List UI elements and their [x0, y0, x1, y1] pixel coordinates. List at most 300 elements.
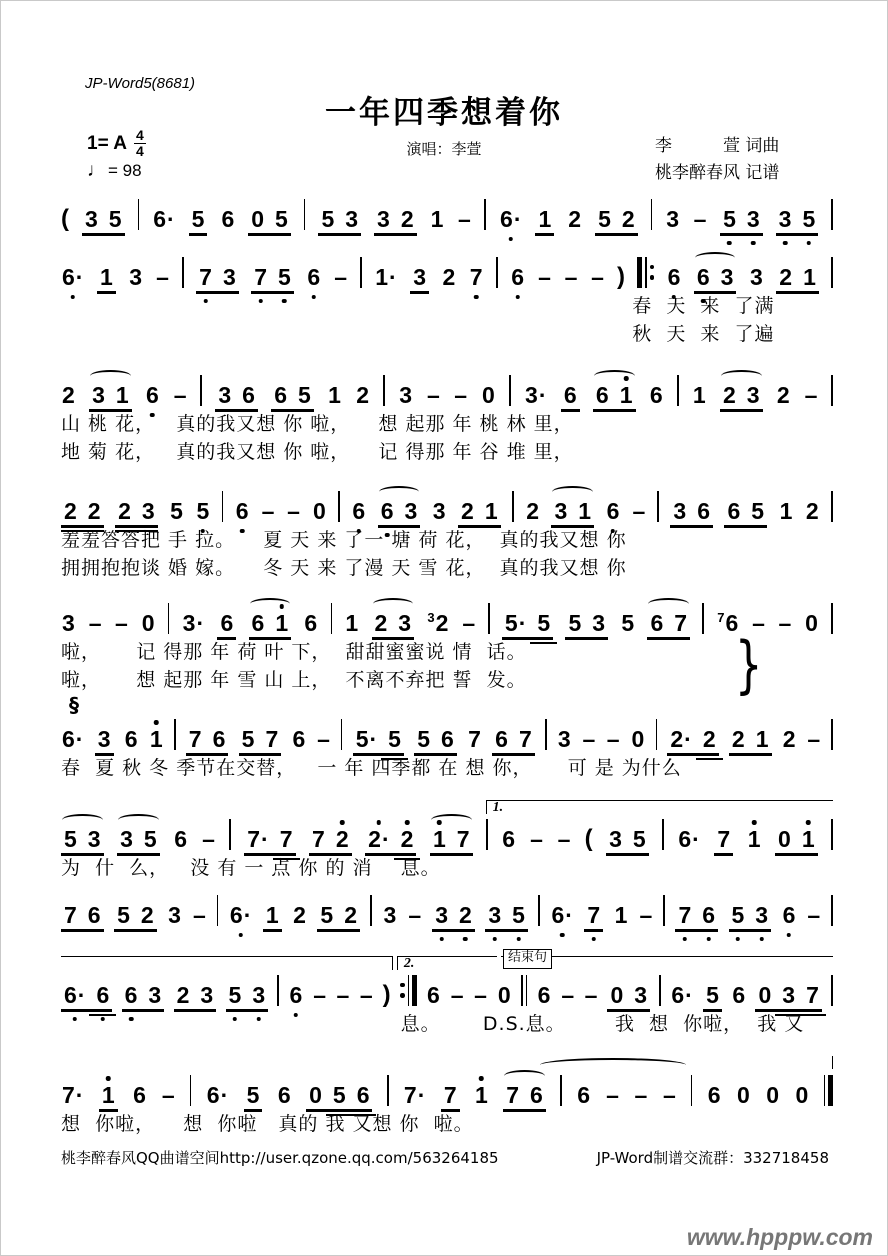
note: 6 — [441, 726, 454, 752]
notation-line — [61, 255, 833, 289]
parenthesis: ( — [61, 205, 69, 232]
duration-dash: – — [458, 206, 471, 232]
lyrics-line: 啦， 想 起那 年 雪 山 上， 不离不弃把 誓 发。 — [61, 669, 527, 691]
note: 1· — [375, 264, 397, 290]
lyrics-line: 山 桃 花， 真的我又想 你 啦， 想 起那 年 桃 林 里， — [61, 413, 574, 435]
note: 6 — [87, 902, 101, 928]
eighth-beam — [244, 1109, 263, 1111]
parenthesis: ) — [382, 981, 391, 1008]
note: 5 — [143, 826, 157, 852]
note: 6 — [696, 266, 711, 289]
eighth-beam — [703, 1009, 722, 1011]
octave-dot-below — [736, 937, 741, 942]
segno-icon: § — [69, 693, 79, 717]
octave-dot-below — [751, 241, 756, 246]
barline-stroke — [831, 719, 833, 750]
watermark: www.hpppw.com — [686, 1224, 873, 1250]
note: 6 — [251, 610, 265, 636]
note: 5 — [598, 206, 611, 232]
barline — [831, 602, 833, 634]
beam-group — [720, 384, 763, 407]
note: 7 — [456, 826, 470, 852]
beam-group — [414, 728, 457, 751]
note: 3 — [120, 826, 133, 852]
music-system — [61, 693, 833, 779]
lyrics-line: 为 什 么， 没 有 一 点 你 的 消 息。 — [61, 857, 441, 879]
tie-arc — [379, 486, 420, 498]
note: 3 — [398, 610, 412, 636]
bracket-tick — [829, 1056, 833, 1069]
note: 2 — [782, 726, 796, 752]
eighth-beam — [309, 853, 352, 855]
note: 5 — [801, 208, 816, 231]
note: 6· — [550, 904, 573, 927]
duration-dash: – — [564, 264, 578, 290]
music-system — [61, 950, 833, 1035]
octave-dot-below — [101, 1017, 106, 1022]
note: 0 — [795, 1082, 809, 1108]
note: 3 — [129, 264, 143, 290]
barline — [217, 894, 219, 926]
duration-dash: – — [804, 382, 818, 408]
barline-stroke — [174, 719, 176, 750]
key-signature — [87, 128, 146, 160]
note: 0 — [778, 826, 791, 852]
barline — [360, 256, 362, 288]
barline-stroke — [338, 491, 340, 522]
octave-dot-below — [233, 1017, 238, 1022]
barline-stroke — [831, 895, 833, 926]
barline — [338, 490, 340, 522]
barline — [174, 718, 176, 750]
barline-stroke — [691, 1075, 693, 1106]
beam-group — [607, 984, 650, 1007]
eighth-beam — [189, 233, 208, 235]
note: 2 — [62, 382, 75, 408]
eighth-beam — [114, 929, 157, 931]
beam-group — [95, 728, 114, 751]
note: 6 — [351, 500, 366, 523]
duration-dash: – — [693, 206, 707, 232]
barline — [331, 602, 333, 634]
beam-group — [215, 384, 258, 407]
eighth-beam — [61, 1009, 112, 1011]
eighth-beam — [248, 233, 291, 235]
note: 3 — [557, 726, 571, 752]
note: 2 — [400, 206, 414, 232]
barline-stroke — [331, 603, 333, 634]
barline — [496, 256, 498, 288]
barline-stroke — [560, 1075, 562, 1106]
barline — [400, 974, 417, 1006]
duration-dash: – — [156, 264, 169, 290]
eighth-beam — [251, 291, 294, 293]
duration-dash: – — [557, 826, 571, 852]
beam-group — [729, 728, 772, 751]
beam-group — [61, 984, 112, 1007]
credit-writer: 李 萱 词曲 — [655, 136, 780, 156]
note: 2 — [335, 828, 350, 851]
note: 7 — [253, 266, 268, 289]
tempo — [87, 160, 142, 182]
duration-dash: – — [202, 826, 215, 852]
barline — [484, 198, 486, 230]
augmentation-dot: · — [381, 826, 390, 852]
music-system — [61, 1073, 833, 1135]
barline-stroke — [168, 603, 170, 634]
augmentation-dot: · — [77, 982, 86, 1008]
eighth-beam — [775, 853, 818, 855]
music-system — [61, 255, 833, 345]
eighth-beam — [502, 637, 553, 639]
barline-stroke — [831, 491, 833, 522]
note: 7· — [403, 1082, 426, 1108]
repeat-dots — [650, 265, 655, 280]
barline-stroke — [488, 603, 490, 634]
beam-group — [755, 984, 821, 1007]
eighth-beam — [378, 525, 421, 527]
note: 6 — [306, 266, 321, 289]
augmentation-dot: · — [684, 726, 692, 752]
notation-line — [61, 489, 833, 523]
note: 5 — [298, 382, 311, 408]
note: 5· — [355, 726, 378, 752]
augmentation-dot: · — [75, 264, 84, 290]
note: 6 — [174, 826, 188, 852]
note: 3 — [404, 498, 418, 524]
octave-dot-below — [727, 241, 732, 246]
note: 1 — [747, 828, 762, 851]
sixteenth-beam — [696, 758, 723, 760]
barline-stroke — [138, 199, 140, 230]
octave-dot-below — [787, 933, 792, 938]
beam-group — [458, 500, 501, 523]
tie-arc — [504, 1070, 545, 1082]
note: 6 — [288, 984, 303, 1007]
note: 5 — [191, 206, 205, 232]
barline-stroke — [387, 1075, 389, 1106]
tie-arc — [250, 598, 291, 610]
duration-dash: – — [538, 264, 551, 290]
credit-notation: 桃李醉春风 记谱 — [655, 163, 780, 183]
beam-group — [670, 500, 713, 523]
note: 1 — [115, 382, 129, 408]
barline — [190, 1074, 192, 1106]
music-system — [61, 373, 833, 463]
eighth-beam — [263, 929, 282, 931]
note: 2 — [568, 206, 582, 232]
barline — [831, 374, 833, 406]
beam-group — [776, 266, 819, 289]
note: 3 — [97, 726, 111, 752]
note: 1 — [149, 728, 164, 751]
beam-group — [776, 208, 819, 231]
tie-arc — [373, 598, 414, 610]
eighth-beam — [215, 409, 258, 411]
note: $^3$2 — [427, 610, 449, 636]
note: 6 — [95, 984, 110, 1007]
note: 3 — [634, 982, 648, 1008]
octave-dot-below — [560, 933, 565, 938]
tie-arc — [594, 370, 635, 382]
note: 5 — [246, 1082, 260, 1108]
note: 7 — [64, 902, 77, 928]
note: 3 — [754, 904, 769, 927]
note: 2· — [670, 726, 692, 752]
barline-stroke — [412, 975, 417, 1006]
barline-stroke — [190, 1075, 192, 1106]
barline-stroke — [702, 603, 704, 634]
barline — [831, 256, 833, 288]
note: 3 — [377, 206, 390, 232]
duration-dash: – — [450, 982, 464, 1008]
barline-stroke — [521, 975, 523, 1006]
barline — [831, 818, 833, 850]
lyrics-line: 息。 D.S.息。 我 想 你啦， 我 又 — [400, 1013, 805, 1035]
music-system — [61, 489, 833, 579]
beam-group — [606, 828, 649, 851]
eighth-beam — [174, 1009, 217, 1011]
note: 6· — [671, 982, 693, 1008]
note: 5 — [568, 610, 582, 636]
barline-stroke — [831, 199, 833, 230]
octave-dot-below — [70, 295, 75, 300]
augmentation-dot: · — [538, 382, 547, 408]
note: 6 — [380, 500, 395, 523]
barline — [545, 718, 547, 750]
duration-dash: – — [287, 498, 300, 524]
note: 6 — [650, 610, 664, 636]
lyrics-line: 春 天 来 了满 — [632, 295, 775, 317]
lyrics-line: 啦， 记 得那 年 荷 叶 下， 甜甜蜜蜜说 情 话。 — [61, 641, 527, 663]
barline — [182, 256, 184, 288]
barline — [200, 374, 202, 406]
sixteenth-beam — [89, 1014, 116, 1016]
eighth-beam — [271, 409, 314, 411]
eighth-beam — [670, 525, 713, 527]
beam-group — [271, 384, 314, 407]
beam-group — [720, 208, 763, 231]
note: 2 — [458, 904, 473, 927]
eighth-beam — [244, 853, 295, 855]
beam-group — [99, 1084, 118, 1107]
octave-dot-below — [282, 299, 287, 304]
note: 6 — [277, 1082, 291, 1108]
barline — [659, 974, 661, 1006]
note: 3 — [92, 382, 105, 408]
barline-stroke — [831, 975, 833, 1006]
note: 6 — [426, 982, 440, 1008]
note: 6 — [124, 726, 138, 752]
note: 3· — [525, 382, 547, 408]
beam-group — [174, 984, 217, 1007]
barline-stroke — [831, 819, 833, 850]
note: 5 — [195, 500, 210, 523]
repeat-dots — [400, 983, 405, 998]
note: 6 — [595, 382, 609, 408]
tie-arc — [118, 814, 159, 826]
beam-group — [186, 728, 229, 751]
eighth-beam — [729, 753, 772, 755]
eighth-beam — [714, 853, 733, 855]
beam-group — [485, 904, 528, 927]
note: 6 — [235, 500, 250, 523]
eighth-beam — [122, 1009, 165, 1011]
duration-dash: – — [778, 610, 792, 636]
beam-group — [244, 1084, 263, 1107]
duration-dash: – — [408, 902, 422, 928]
note: 3 — [434, 904, 449, 927]
barline-stroke — [496, 257, 498, 288]
beam-group — [775, 828, 818, 851]
eighth-beam — [565, 637, 608, 639]
note: 6 — [563, 382, 577, 408]
octave-dot-below — [294, 1013, 299, 1018]
eighth-beam — [317, 929, 360, 931]
octave-dot-below — [463, 937, 468, 942]
note: 2 — [731, 726, 745, 752]
beam-group — [217, 612, 236, 635]
note: 5· — [504, 610, 527, 636]
duration-dash: – — [632, 498, 646, 524]
note: 2 — [779, 264, 793, 290]
barline-stroke — [662, 819, 664, 850]
lyrics-line: 地 菊 花， 真的我又想 你 啦， 记 得那 年 谷 堆 里， — [61, 441, 574, 463]
barline-stroke — [484, 199, 486, 230]
section-line — [501, 950, 833, 970]
octave-dot-above — [752, 820, 757, 825]
note: 3 — [85, 206, 98, 232]
beam-group — [244, 828, 295, 851]
eighth-beam — [432, 929, 475, 931]
barline-stroke — [831, 375, 833, 406]
augmentation-dot: · — [692, 826, 700, 852]
octave-dot-above — [479, 1076, 484, 1081]
octave-dot-below — [238, 933, 243, 938]
footer-right: JP-Word制谱交流群：332718458 — [596, 1149, 829, 1167]
barline-stroke — [831, 603, 833, 634]
eighth-beam — [492, 753, 535, 755]
note: 1 — [265, 902, 279, 928]
octave-dot-above — [377, 820, 382, 825]
duration-dash: – — [606, 726, 620, 752]
duration-dash: – — [634, 1082, 648, 1108]
note: 3 — [148, 982, 162, 1008]
beam-group — [561, 384, 580, 407]
beam-group — [565, 612, 608, 635]
barline-stroke — [651, 199, 653, 230]
duration-dash: – — [530, 826, 543, 852]
barline-stroke — [486, 819, 488, 850]
note: 5 — [320, 902, 334, 928]
note: 5 — [751, 498, 765, 524]
notation-line — [61, 717, 833, 751]
eighth-beam — [729, 929, 772, 931]
duration-dash: – — [752, 610, 765, 636]
octave-dot-below — [706, 937, 711, 942]
augmentation-dot: · — [565, 902, 573, 928]
performer-line: 演唱：李萱 — [406, 140, 482, 158]
note: 3 — [781, 984, 796, 1007]
note: 5 — [277, 266, 292, 289]
octave-dot-above — [405, 820, 410, 825]
notation-line — [61, 817, 833, 851]
duration-dash: – — [462, 610, 476, 636]
barline — [486, 818, 488, 850]
lyrics-line: 秋 天 来 了遍 — [632, 323, 775, 345]
note: 2 — [176, 982, 190, 1008]
eighth-beam — [607, 1009, 650, 1011]
note: 3 — [62, 610, 75, 636]
music-system — [61, 800, 833, 879]
eighth-beam — [61, 853, 104, 855]
octave-dot-below — [759, 937, 764, 942]
eighth-beam — [503, 1109, 546, 1111]
barline-stroke — [656, 719, 658, 750]
note: 5 — [706, 982, 719, 1008]
eighth-beam — [414, 753, 457, 755]
note: 0 — [631, 726, 645, 752]
grace-note: 7 — [717, 610, 725, 625]
barline — [387, 1074, 389, 1106]
key-label: 1= A — [87, 132, 127, 154]
barline — [637, 256, 654, 288]
beam-group — [432, 904, 475, 927]
beam-group — [317, 904, 360, 927]
beam-group — [353, 728, 404, 751]
beam-group — [226, 984, 269, 1007]
eighth-beam — [755, 1009, 821, 1011]
tie-arc — [431, 814, 472, 826]
octave-dot-below — [203, 299, 208, 304]
eighth-beam — [667, 753, 718, 755]
note: 6 — [727, 498, 741, 524]
eighth-beam — [593, 409, 636, 411]
note: 3 — [554, 498, 568, 524]
eighth-beam — [117, 853, 160, 855]
beam-group — [239, 728, 282, 751]
augmentation-dot: · — [166, 206, 175, 232]
note: 2 — [64, 498, 77, 524]
note: 3 — [399, 382, 413, 408]
beam-group — [374, 208, 417, 231]
beam-group — [89, 384, 132, 407]
music-system — [61, 893, 833, 927]
note: 6 — [292, 726, 306, 752]
note: 0 — [737, 1082, 750, 1108]
note: 2 — [356, 382, 370, 408]
eighth-beam — [318, 233, 361, 235]
eighth-beam — [430, 853, 473, 855]
duration-dash: – — [317, 726, 330, 752]
duration-dash: – — [161, 1082, 175, 1108]
beam-group — [703, 984, 722, 1007]
note: 5 — [731, 904, 746, 927]
beam-group — [378, 500, 421, 523]
eighth-beam — [353, 753, 404, 755]
note: 7 — [677, 904, 692, 927]
note: 5 — [722, 208, 737, 231]
note: 3 — [168, 902, 181, 928]
note: 5 — [108, 206, 122, 232]
note: 6 — [707, 1082, 721, 1108]
barline-stroke — [677, 375, 679, 406]
barline-stroke — [277, 975, 279, 1006]
note: 1 — [801, 828, 816, 851]
eighth-beam — [306, 1109, 372, 1111]
note: 1 — [101, 1084, 116, 1107]
barline — [509, 374, 511, 406]
